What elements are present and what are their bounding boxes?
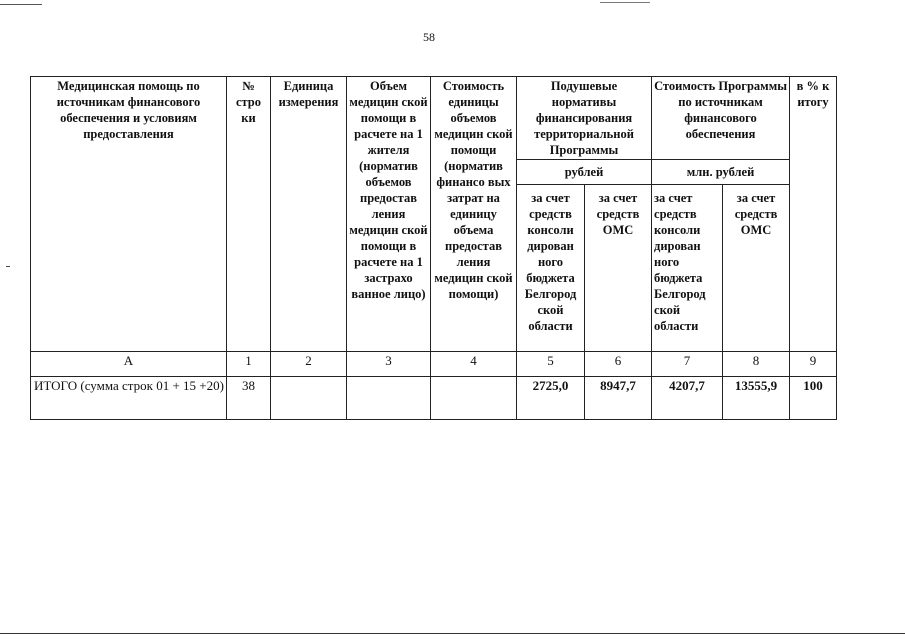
row-program-oms: 13555,9: [723, 377, 790, 420]
header-per-capita-norms: Подушевые нормативы финансирования территориальной Программы: [517, 77, 652, 160]
scan-edge-mark: [600, 2, 650, 3]
header-unit-rubles: рублей: [517, 160, 652, 185]
scan-edge-mark: [0, 4, 42, 5]
column-number: 2: [271, 352, 347, 377]
column-number: 4: [431, 352, 517, 377]
row-program-budget: 4207,7: [652, 377, 723, 420]
row-line-number: 38: [227, 377, 271, 420]
column-number: 3: [347, 352, 431, 377]
column-number: 1: [227, 352, 271, 377]
column-number: 6: [585, 352, 652, 377]
header-line-number: № стро ки: [227, 77, 271, 352]
header-percent-total: в % к итогу: [790, 77, 837, 352]
header-per-capita-oms: за счет средств ОМС: [585, 185, 652, 352]
header-medical-care: Медицинская помощь по источникам финансового обеспечения и условиям предоставления: [31, 77, 227, 352]
scan-bottom-edge: [0, 633, 905, 634]
header-row-1: [31, 77, 837, 160]
header-per-capita-budget: за счет средств консоли дирован ного бюджета Белгород ской области: [517, 185, 585, 352]
row-unit-cost: [431, 377, 517, 420]
table-row: [31, 377, 837, 420]
financing-table: [30, 76, 837, 420]
header-unit-million-rubles: млн. рублей: [652, 160, 790, 185]
row-per-capita-oms: 8947,7: [585, 377, 652, 420]
column-number: 7: [652, 352, 723, 377]
header-unit: Единица измерения: [271, 77, 347, 352]
column-number-row: [31, 352, 837, 377]
row-volume: [347, 377, 431, 420]
row-unit: [271, 377, 347, 420]
header-program-cost: Стоимость Программы по источникам финансового обеспечения: [652, 77, 790, 160]
row-label: ИТОГО (сумма строк 01 + 15 +20): [31, 377, 227, 420]
header-volume: Объем медицин ской помощи в расчете на 1 жителя (норматив объемов предостав ления медицин ской помощи в расчете на 1 застрахо ванное лицо): [347, 77, 431, 352]
scan-speck: [6, 266, 10, 267]
header-program-budget: за счет средств консоли дирован ного бюджета Белгород ской области: [652, 185, 723, 352]
header-unit-cost: Стоимость единицы объемов медицин ской помощи (норматив финансо вых затрат на единицу объема предостав ления медицин ской помощи): [431, 77, 517, 352]
column-number: 5: [517, 352, 585, 377]
column-number: А: [31, 352, 227, 377]
column-number: 9: [790, 352, 837, 377]
row-percent: 100: [790, 377, 837, 420]
column-number: 8: [723, 352, 790, 377]
page-number: 58: [423, 30, 435, 44]
header-program-oms: за счет средств ОМС: [723, 185, 790, 352]
row-per-capita-budget: 2725,0: [517, 377, 585, 420]
